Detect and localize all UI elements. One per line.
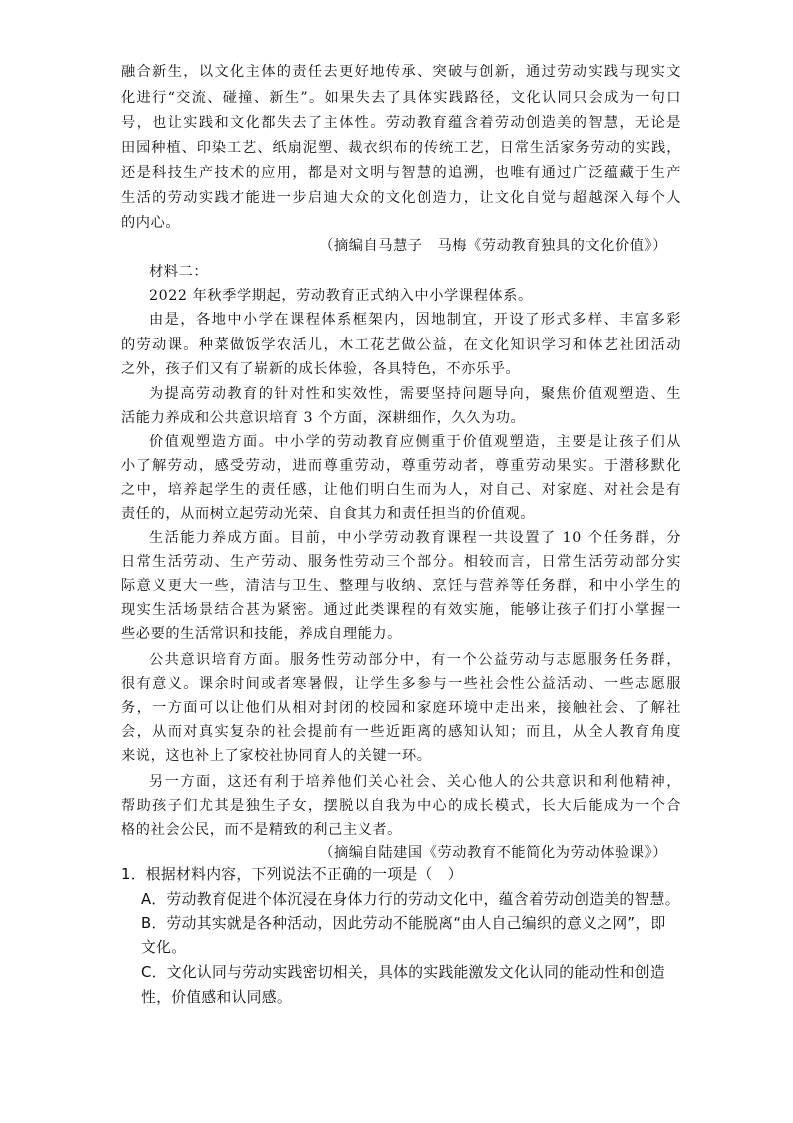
question-1-stem: 1．根据材料内容，下列说法不正确的一项是（ ） — [121, 866, 463, 883]
material1-line-5: 还是科技生产技术的应用，都是对文明与智慧的追溯，也唯有通过广泛蕴藏于生产 — [121, 165, 681, 181]
material2-p1-line-1: 2022 年秋季学期起，劳动教育正式纳入中小学课程体系。 — [149, 288, 533, 304]
material2-p7-line-2: 帮助孩子们尤其是独生子女，摆脱以自我为中心的成长模式，长大后能成为一个合 — [121, 798, 681, 814]
question-1-option-a: A．劳动教育促进个体沉浸在身体力行的劳动文化中，蕴含着劳动创造美的智慧。 — [141, 891, 680, 908]
material1-line-2: 化进行“交流、碰撞、新生”。如果失去了具体实践路径，文化认同只会成为一句口 — [121, 90, 681, 106]
material2-heading: 材料二： — [149, 264, 209, 280]
material2-p5-line-3: 际意义更大一些，清洁与卫生、整理与收纳、烹饪与营养等任务群，和中小学生的 — [121, 578, 681, 594]
material2-p2-line-1: 由是，各地中小学在课程体系框架内，因地制宜，开设了形式多样、丰富多彩 — [149, 312, 681, 328]
material2-p5-line-4: 现实生活场景结合甚为紧密。通过此类课程的有效实施，能够让孩子们打小掌握一 — [121, 602, 681, 618]
material2-source: （摘编自陆建国《劳动教育不能简化为劳动体验课》） — [319, 845, 667, 861]
material1-source: （摘编自马慧子 马梅《劳动教育独具的文化价值》） — [319, 238, 667, 254]
question-1-option-c-line-2: 性，价值感和认同感。 — [141, 989, 292, 1006]
material1-line-4: 田园种植、印染工艺、纸扇泥塑、裁衣织布的传统工艺，日常生活家务劳动的实践， — [121, 140, 681, 156]
material2-p2-line-3: 之外，孩子们又有了崭新的成长体验，各具特色，不亦乐乎。 — [121, 361, 521, 377]
material2-p2-line-2: 的劳动课。种菜做饭学农活儿，木工花艺做公益，在文化知识学习和体艺社团活动 — [121, 337, 681, 353]
material2-p4-line-1: 价值观塑造方面。中小学的劳动教育应侧重于价值观塑造，主要是让孩子们从 — [149, 434, 681, 450]
material2-p4-line-4: 责任的，从而树立起劳动光荣、自食其力和责任担当的价值观。 — [121, 506, 536, 522]
material2-p6-line-2: 很有意义。课余时间或者寒暑假，让学生多参与一些社会性公益活动、一些志愿服 — [121, 676, 681, 692]
material1-line-6: 生活的劳动实践才能进一步启迪大众的文化创造力，让文化自觉与超越深入每个人 — [121, 190, 681, 206]
material2-p5-line-2: 日常生活劳动、生产劳动、服务性劳动三个部分。相较而言，日常生活劳动部分实 — [121, 554, 681, 570]
question-1-option-c-line-1: C．文化认同与劳动实践密切相关，具体的实践能激发文化认同的能动性和创造 — [141, 964, 665, 981]
material2-p6-line-4: 会，从而对真实复杂的社会提前有一些近距离的感知认知；而且，从全人教育角度 — [121, 724, 681, 740]
material1-line-1: 融合新生，以文化主体的责任去更好地传承、突破与创新，通过劳动实践与现实文 — [121, 64, 681, 80]
question-1-option-b-line-2: 文化。 — [141, 939, 187, 956]
material1-line-7: 的内心。 — [121, 215, 181, 231]
material2-p5-line-5: 些必要的生活常识和技能，养成自理能力。 — [121, 626, 402, 642]
material2-p6-line-3: 务，一方面可以让他们从相对封闭的校园和家庭环境中走出来，接触社会、了解社 — [121, 700, 681, 716]
question-1-option-b-line-1: B．劳动其实就是各种活动，因此劳动不能脱离“由人自己编织的意义之网”，即 — [141, 915, 666, 932]
material2-p7-line-1: 另一方面，这还有利于培养他们关心社会、关心他人的公共意识和利他精神， — [149, 774, 681, 790]
material2-p4-line-2: 小了解劳动，感受劳动，进而尊重劳动，尊重劳动者，尊重劳动果实。于潜移默化 — [121, 458, 681, 474]
material2-p6-line-5: 来说，这也补上了家校社协同育人的关键一环。 — [121, 748, 432, 764]
material2-p7-line-3: 格的社会公民，而不是精致的利己主义者。 — [121, 822, 402, 838]
material1-line-3: 号，也让实践和文化都失去了主体性。劳动教育蕴含着劳动创造美的智慧，无论是 — [121, 115, 681, 131]
material2-p3-line-2: 活能力养成和公共意识培育 3 个方面，深耕细作，久久为功。 — [121, 410, 526, 426]
material2-p4-line-3: 之中，培养起学生的责任感，让他们明白生而为人，对自己、对家庭、对社会是有 — [121, 482, 681, 498]
material2-p5-line-1: 生活能力养成方面。目前，中小学劳动教育课程一共设置了 10 个任务群，分 — [149, 530, 681, 546]
material2-p6-line-1: 公共意识培育方面。服务性劳动部分中，有一个公益劳动与志愿服务任务群， — [149, 652, 681, 668]
material2-p3-line-1: 为提高劳动教育的针对性和实效性，需要坚持问题导向，聚焦价值观塑造、生 — [149, 386, 681, 402]
